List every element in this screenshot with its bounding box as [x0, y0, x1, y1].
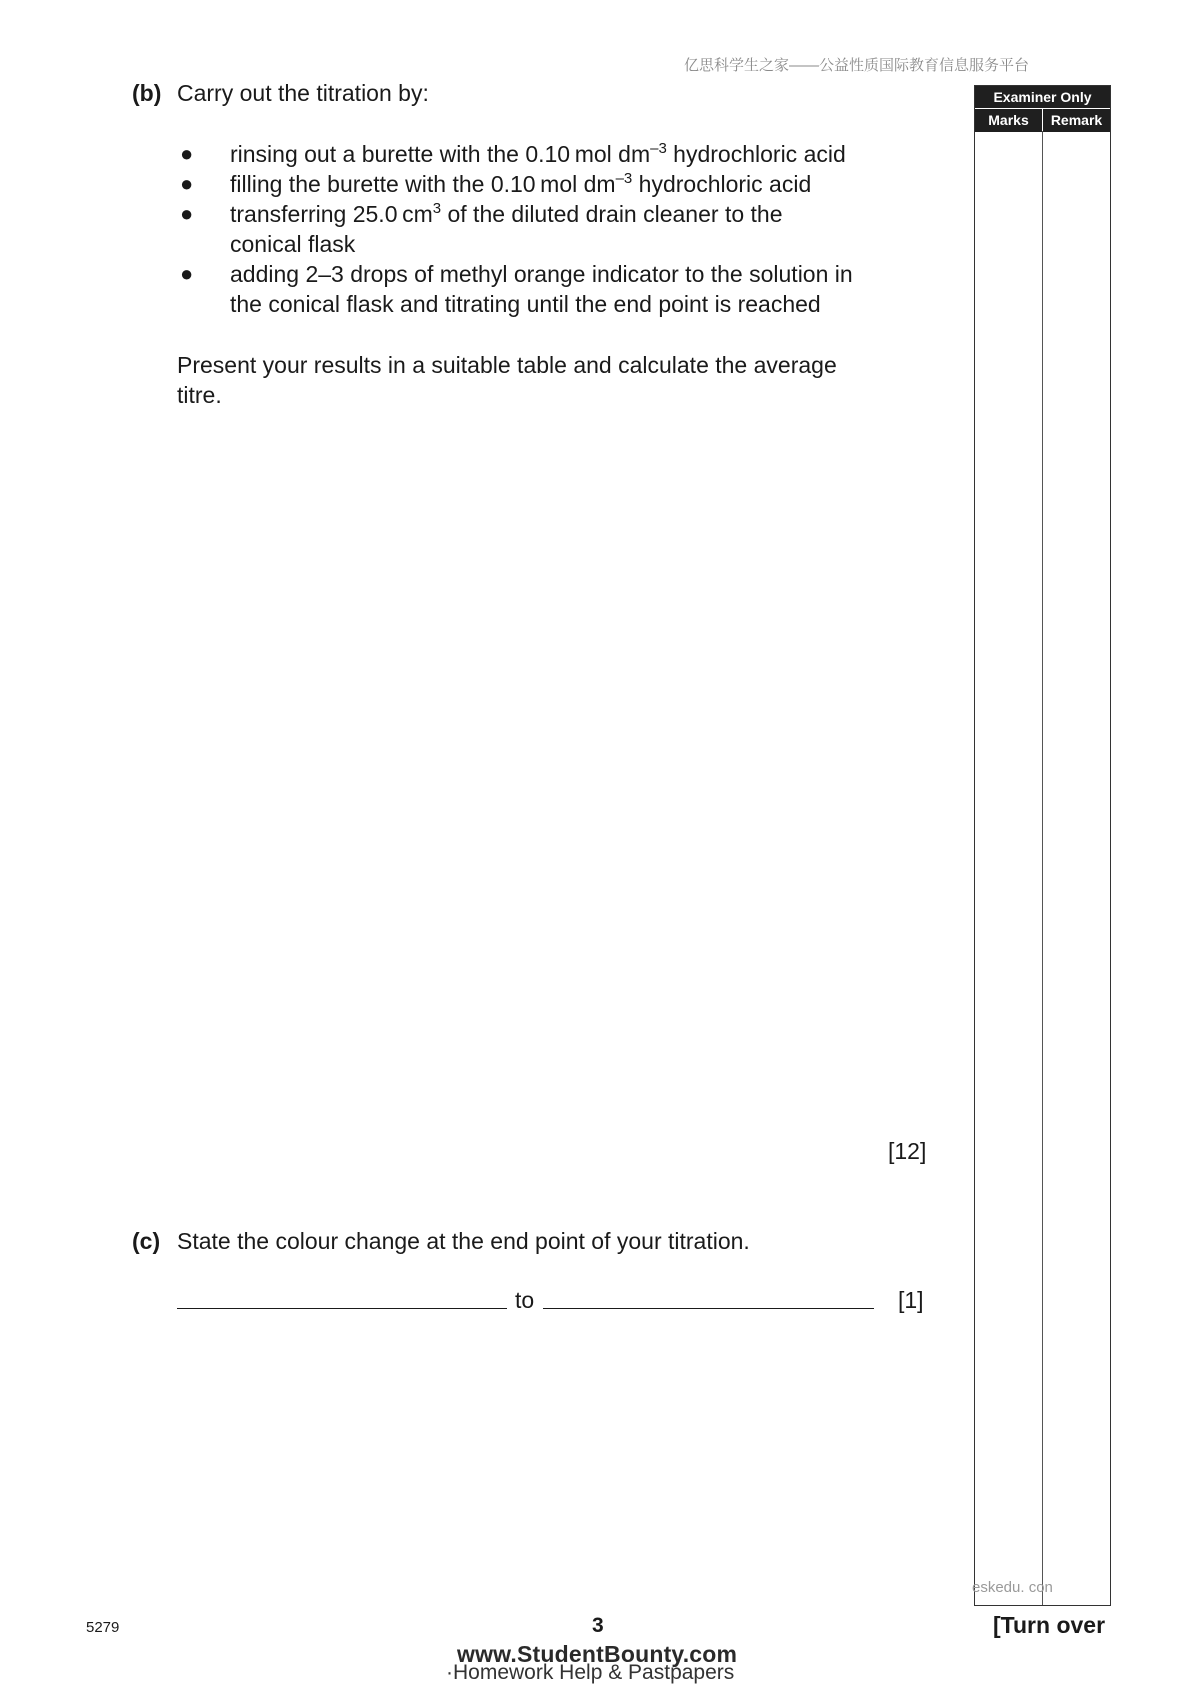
- part-c-marks: [1]: [898, 1287, 924, 1313]
- bullet-dot: ●: [180, 201, 194, 226]
- examiner-header: [975, 86, 1110, 132]
- part-c-connector: to: [515, 1287, 535, 1313]
- part-b-label: (b): [132, 80, 162, 106]
- examiner-title: Examiner Only: [975, 86, 1110, 109]
- bullet-dot: ●: [180, 261, 194, 286]
- header-watermark: 亿思科学生之家——公益性质国际教育信息服务平台: [684, 57, 1030, 74]
- turn-over-label: [Turn over: [993, 1612, 1106, 1638]
- answer-line-to[interactable]: [543, 1308, 874, 1309]
- studentbounty-url: www.StudentBounty.com: [457, 1641, 738, 1667]
- bullet-item: rinsing out a burette with the 0.10 mol $dm^{-3}$ hydrochloric acid: [230, 140, 846, 167]
- answer-line-from[interactable]: [177, 1308, 507, 1309]
- part-b-intro: Carry out the titration by:: [177, 80, 429, 106]
- part-c-question: State the colour change at the end point of your titration.: [177, 1228, 750, 1254]
- bullet-dot: ●: [180, 141, 194, 166]
- bullet-item: transferring 25.0 $cm^3$ of the diluted drain cleaner to the conical flask: [230, 200, 783, 257]
- bullet-item: filling the burette with the 0.10 mol $dm^{-3}$ hydrochloric acid: [230, 170, 812, 197]
- part-b-marks: [12]: [888, 1138, 927, 1164]
- studentbounty-tagline: ·Homework Help & Pastpapers: [446, 1661, 735, 1684]
- marks-header: Marks: [975, 109, 1043, 132]
- part-b-instruction: Present your results in a suitable table and calculate the average titre.: [177, 352, 837, 408]
- examiner-column: [974, 85, 1111, 1606]
- remark-header: Remark: [1050, 112, 1103, 128]
- bullet-dot: ●: [180, 171, 194, 196]
- eskedu-watermark: eskedu. con: [972, 1579, 1053, 1596]
- column-divider: [1042, 131, 1043, 1605]
- part-c-label: (c): [132, 1228, 161, 1254]
- page-number: 3: [592, 1614, 604, 1637]
- bullet-item: adding 2–3 drops of methyl orange indicator to the solution in the conical flask and titrating until the end point is reached: [230, 261, 853, 317]
- paper-code: 5279: [86, 1619, 120, 1636]
